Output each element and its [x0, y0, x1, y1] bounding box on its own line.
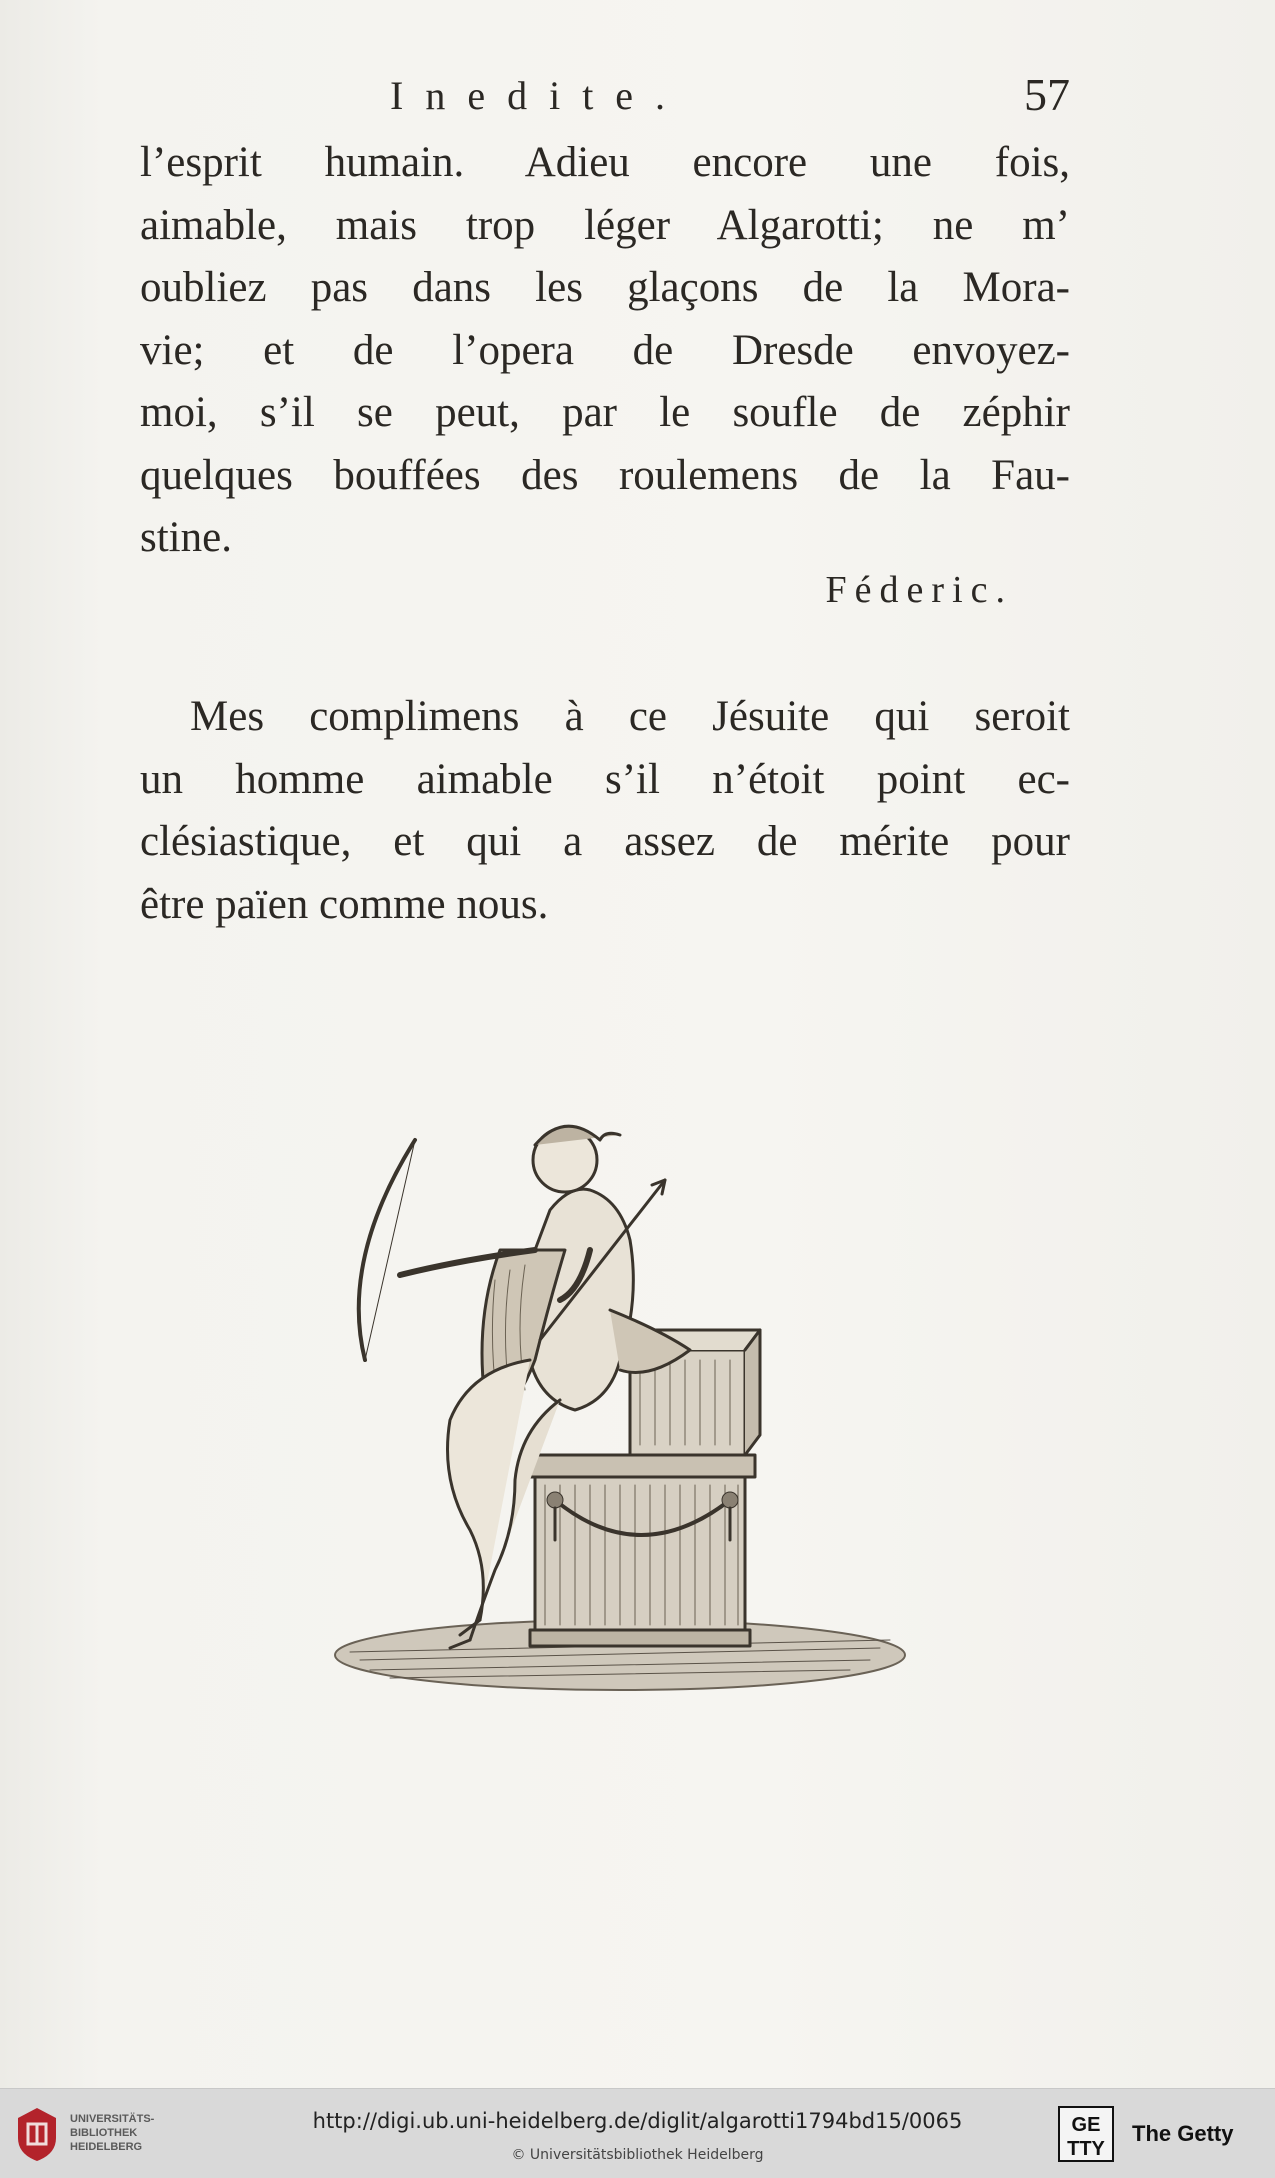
text-line: clésiastique, et qui a assez de mérite pour	[140, 818, 1070, 865]
text-line: un homme aimable s’il n’étoit point ec-	[140, 755, 1070, 803]
text-line: quelques bouffées des roulemens de la Fau-	[140, 451, 1070, 499]
running-head	[140, 69, 1070, 122]
logo-text-line: UNIVERSITÄTS-	[70, 2113, 155, 2125]
signature: Féderic.	[825, 569, 1013, 611]
engraving-cupid-vignette	[320, 1100, 920, 1700]
text-line: oubliez pas dans les glaçons de la Mora-	[140, 264, 1070, 311]
text-line: stine.	[140, 514, 232, 561]
running-title: Inedite.	[390, 73, 688, 118]
getty-mark-icon	[1057, 2105, 1115, 2163]
svg-text:GE: GE	[1071, 2114, 1101, 2136]
svg-text:TTY: TTY	[1067, 2138, 1105, 2160]
viewer-footer	[0, 2088, 1275, 2178]
page-number: 57	[1024, 69, 1070, 120]
getty-label: The Getty	[1132, 2121, 1234, 2146]
text-line: aimable, mais trop léger Algarotti; ne m’	[140, 201, 1070, 249]
postscript-paragraph	[140, 686, 1070, 936]
text-line: Mes complimens à ce Jésuite qui seroit	[190, 693, 1070, 740]
logo-text-line: HEIDELBERG	[70, 2141, 143, 2153]
text-line: moi, s’il se peut, par le soufle de zéphir	[140, 389, 1070, 436]
getty-logo[interactable]	[1057, 2105, 1257, 2165]
permalink-url[interactable]: http://digi.ub.uni-heidelberg.de/diglit/algarotti1794bd15/0065	[312, 2109, 963, 2133]
logo-text-line: BIBLIOTHEK	[70, 2127, 138, 2139]
copyright-notice: © Universitätsbibliothek Heidelberg	[511, 2147, 764, 2163]
text-line: l’esprit humain. Adieu encore une fois,	[140, 139, 1070, 186]
letter-closing-paragraph	[140, 132, 1070, 570]
text-line: être païen comme nous.	[140, 880, 549, 928]
text-line: vie; et de l’opera de Dresde envoyez-	[140, 326, 1070, 374]
